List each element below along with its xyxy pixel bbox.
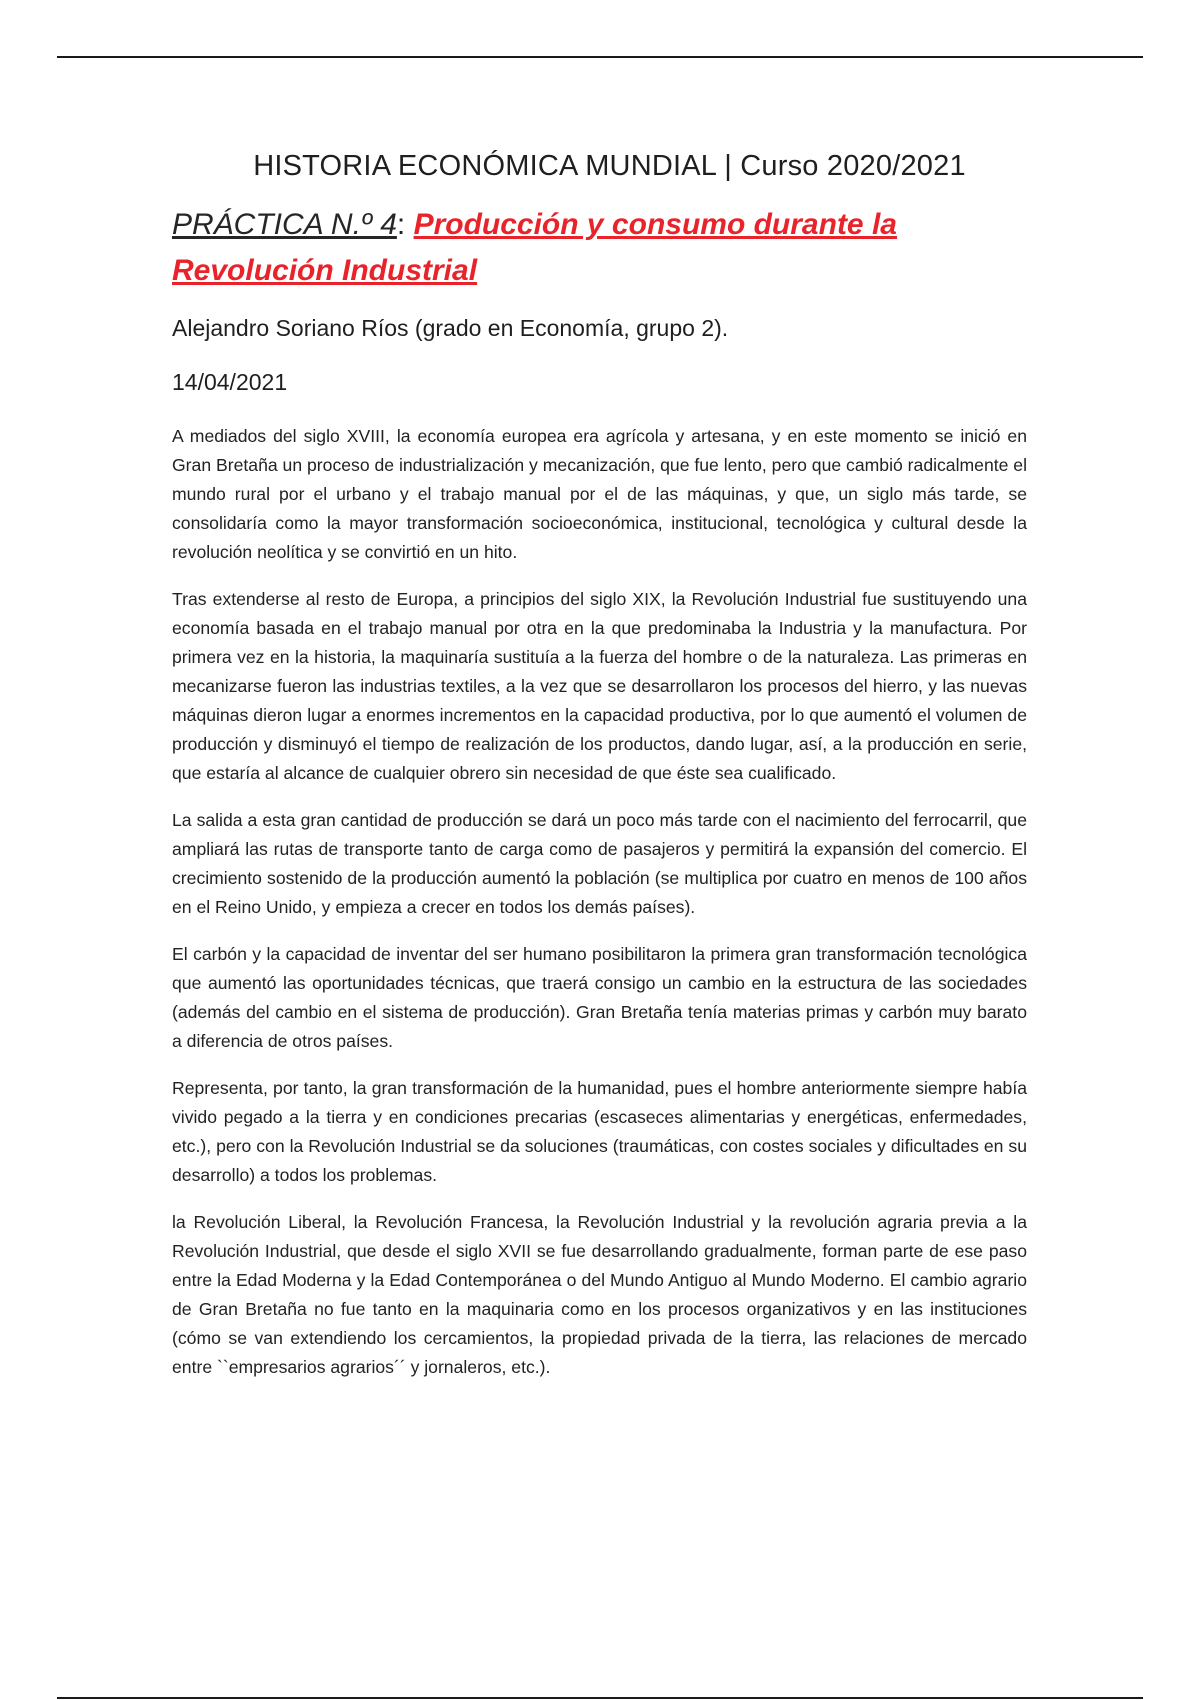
author-line: Alejandro Soriano Ríos (grado en Economía, grupo 2). bbox=[172, 315, 729, 341]
header-rule bbox=[57, 56, 1143, 58]
date-line: 14/04/2021 bbox=[172, 369, 288, 395]
paragraph-6: la Revolución Liberal, la Revolución Francesa, la Revolución Industrial y la revolución agraria previa a la Revolución Industrial, que desde el siglo XVII se fue desarrollando gradualmente, forman parte de ese paso entre la Edad Moderna y la Edad Contemporánea o del Mundo Antiguo al Mundo Moderno. El cambio agrario de Gran Bretaña no fue tanto en la maquinaria como en los procesos organizativos y en las instituciones (cómo se van extendiendo los cercamientos, la propiedad privada de la tierra, las relaciones de mercado entre ``empresarios agrarios´´ y jornaleros, etc.). bbox=[172, 1212, 1027, 1377]
practice-title bbox=[172, 202, 1027, 294]
paragraph-1: A mediados del siglo XVIII, la economía europea era agrícola y artesana, y en este momento se inició en Gran Bretaña un proceso de industrialización y mecanización, que fue lento, pero que cambió radicalmente el mundo rural por el urbano y el trabajo manual por el de las máquinas, y que, un siglo más tarde, se consolidaría como la mayor transformación socioeconómica, institucional, tecnológica y cultural desde la revolución neolítica y se convirtió en un hito. bbox=[172, 426, 1027, 562]
paragraph-3: La salida a esta gran cantidad de producción se dará un poco más tarde con el nacimiento del ferrocarril, que ampliará las rutas de transporte tanto de carga como de pasajeros y permitirá la expansión del comercio. El crecimiento sostenido de la producción aumentó la población (se multiplica por cuatro en menos de 100 años en el Reino Unido, y empieza a crecer en todos los demás países). bbox=[172, 810, 1027, 917]
document-body bbox=[172, 138, 1027, 1382]
practice-separator: : bbox=[396, 208, 414, 241]
practice-label: PRÁCTICA N.º 4 bbox=[172, 208, 397, 241]
footer-rule bbox=[57, 1697, 1143, 1699]
paragraph-5: Representa, por tanto, la gran transformación de la humanidad, pues el hombre anteriormente siempre había vivido pegado a la tierra y en condiciones precarias (escaseces alimentarias y energéticas, enfermedades, etc.), pero con la Revolución Industrial se da soluciones (traumáticas, con costes sociales y dificultades en su desarrollo) a todos los problemas. bbox=[172, 1078, 1027, 1185]
paragraph-4: El carbón y la capacidad de inventar del ser humano posibilitaron la primera gran transformación tecnológica que aumentó las oportunidades técnicas, que traerá consigo un cambio en la estructura de las sociedades (además del cambio en el sistema de producción). Gran Bretaña tenía materias primas y carbón muy barato a diferencia de otros países. bbox=[172, 944, 1027, 1051]
paragraph-2: Tras extenderse al resto de Europa, a principios del siglo XIX, la Revolución Industrial fue sustituyendo una economía basada en el trabajo manual por otra en la que predominaba la Industria y la manufactura. Por primera vez en la historia, la maquinaría sustituía a la fuerza del hombre o de la naturaleza. Las primeras en mecanizarse fueron las industrias textiles, a la vez que se desarrollaron los procesos del hierro, y las nuevas máquinas dieron lugar a enormes incrementos en la capacidad productiva, por lo que aumentó el volumen de producción y disminuyó el tiempo de realización de los productos, dando lugar, así, a la producción en serie, que estaría al alcance de cualquier obrero sin necesidad de que éste sea cualificado. bbox=[172, 589, 1027, 783]
course-title: HISTORIA ECONÓMICA MUNDIAL | Curso 2020/2021 bbox=[253, 150, 966, 182]
practice-topic: Producción y consumo durante la Revolución Industrial bbox=[172, 208, 897, 287]
